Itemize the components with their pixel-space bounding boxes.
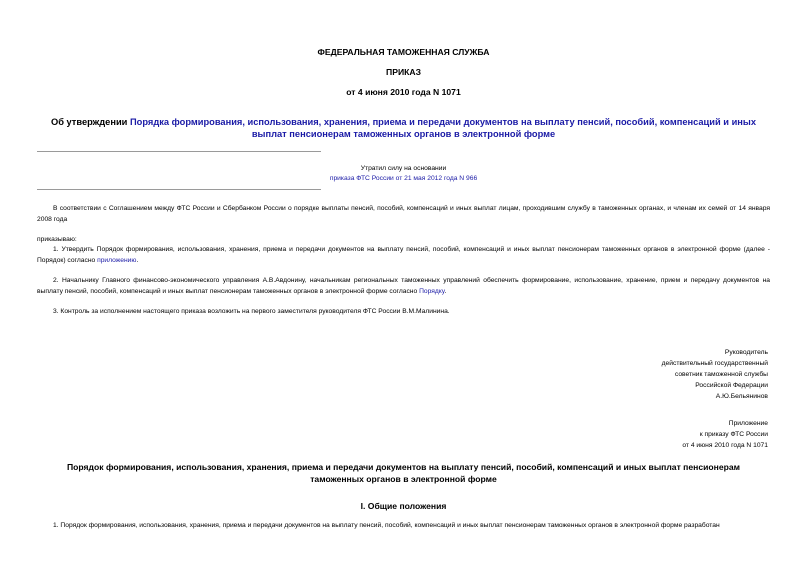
appendix-label bbox=[682, 418, 768, 451]
item-2-text: 2. Начальнику Главного финансово-экономического управления А.В.Авдонину, начальникам региональных таможенных управлений обеспечить формирование, использование, хранение, прием и передачу документов на выплату пенсий, пособий, компенсаций и иных выплат пенсионерам таможенных органов в электронной форме согласно bbox=[37, 277, 770, 295]
signature-line-4: Российской Федерации bbox=[695, 382, 768, 389]
divider-top bbox=[37, 151, 321, 152]
item-2-end: . bbox=[444, 287, 447, 295]
signature-block bbox=[662, 347, 768, 402]
item-3-paragraph: 3. Контроль за исполнением настоящего приказа возложить на первого заместителя руководителя ФТС России В.М.Малинина. bbox=[53, 308, 450, 315]
signature-line-3: советник таможенной службы bbox=[674, 371, 768, 378]
section-paragraph-1: 1. Порядок формирования, использования, хранения, приема и передачи документов на выплату пенсий, пособий, компенсаций и иных выплат пенсионерам таможенных органов в электронной форме разработан bbox=[53, 522, 720, 529]
preamble-paragraph: В соответствии с Соглашением между ФТС России и Сбербанком России о порядке выплаты пенсий, пособий, компенсаций и иных выплат лицам, проходившим службу в таможенных органах, и членам их семей от 14 января 2008 года bbox=[37, 205, 770, 223]
procedure-link[interactable]: Порядку bbox=[419, 287, 445, 295]
appendix-link[interactable]: приложению bbox=[97, 256, 137, 264]
document-type: ПРИКАЗ bbox=[386, 67, 421, 77]
divider-bottom bbox=[37, 189, 321, 190]
document-date-number: от 4 июня 2010 года N 1071 bbox=[346, 87, 461, 97]
item-1-text: 1. Утвердить Порядок формирования, использования, хранения, приема и передачи документов на выплату пенсий, пособий, компенсаций и иных выплат пенсионерам таможенных органов в электронной форме (далее - Порядок) согласно bbox=[37, 246, 770, 264]
title-prefix: Об утверждении bbox=[50, 117, 130, 127]
status-link-wrap bbox=[0, 174, 807, 184]
item-1-paragraph bbox=[37, 245, 770, 266]
signature-line-1: Руководитель bbox=[724, 349, 768, 356]
signature-name: А.Ю.Бельянинов bbox=[715, 393, 768, 400]
repeal-order-link[interactable]: приказа ФТС России от 21 мая 2012 года N 966 bbox=[329, 175, 478, 182]
item-1-end: . bbox=[136, 256, 139, 264]
item-2-paragraph bbox=[37, 276, 770, 297]
section-heading: I. Общие положения bbox=[360, 501, 447, 511]
order-word: приказываю: bbox=[37, 236, 77, 243]
agency-name: ФЕДЕРАЛЬНАЯ ТАМОЖЕННАЯ СЛУЖБА bbox=[317, 47, 490, 57]
appendix-line-1: Приложение bbox=[728, 420, 768, 427]
appendix-title: Порядок формирования, использования, хранения, приема и передачи документов на выплату пенсий, пособий, компенсаций и иных выплат пенсионерам таможенных органов в электронной форме bbox=[66, 462, 741, 484]
title-link[interactable]: Порядка формирования, использования, хранения, приема и передачи документов на выплату пенсий, пособий, компенсаций и иных выплат пенсионерам таможенных органов в электронной форме bbox=[129, 117, 757, 139]
document-title bbox=[40, 116, 767, 140]
appendix-line-2: к приказу ФТС России bbox=[699, 431, 768, 438]
signature-line-2: действительный государственный bbox=[661, 360, 768, 367]
appendix-line-3: от 4 июня 2010 года N 1071 bbox=[682, 442, 768, 449]
status-line: Утратил силу на основании bbox=[360, 165, 447, 172]
